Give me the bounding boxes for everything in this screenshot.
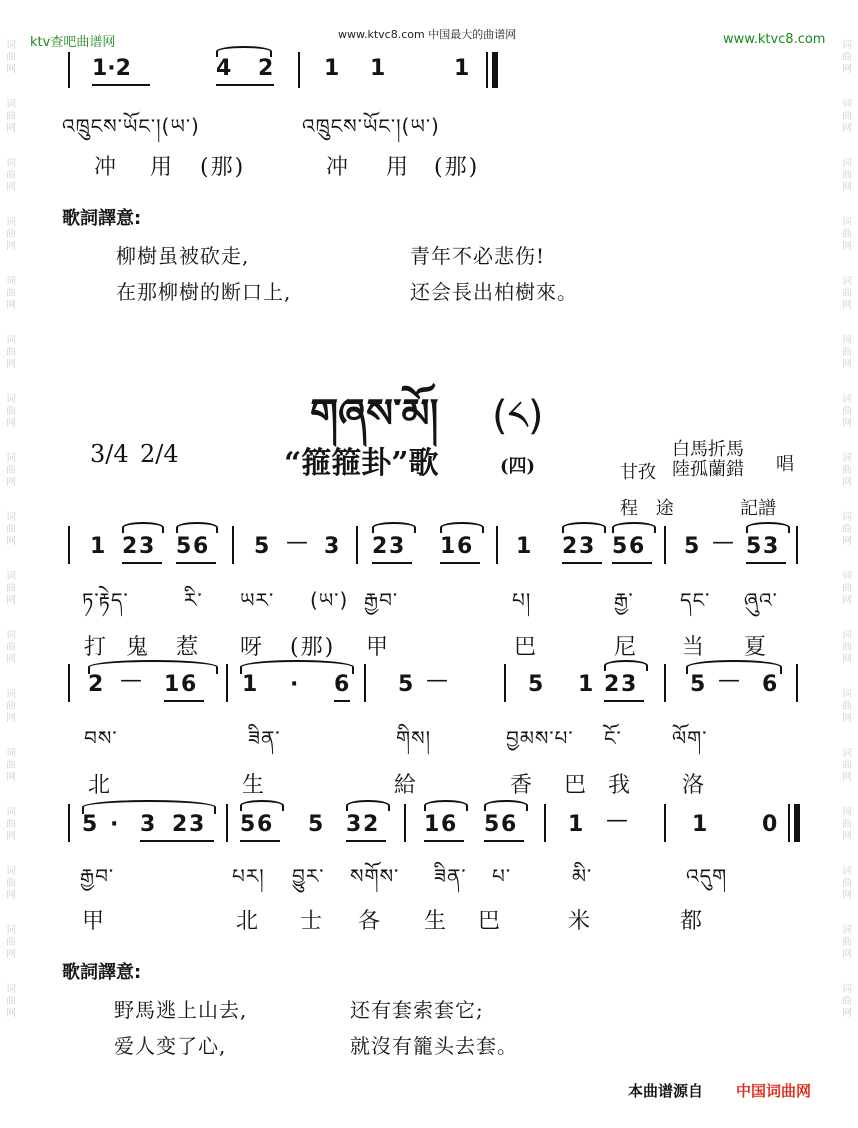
credit-recorder: 程 途 <box>620 498 680 519</box>
lyric-char: 夏 <box>744 635 769 660</box>
time-signature: 2/4 <box>140 440 179 468</box>
watermark-char: 词 <box>842 571 852 582</box>
credit-region: 甘孜 <box>620 462 656 483</box>
slur <box>604 660 648 671</box>
tibetan-lyric: ཏ་རྟེད་ <box>82 588 129 612</box>
watermark-char: 曲 <box>842 465 852 476</box>
watermark-char: 词 <box>6 748 16 759</box>
tibetan-lyric: འདུག <box>686 864 728 888</box>
tibetan-lyric: བྱུར་ <box>292 864 325 888</box>
watermark-char: 曲 <box>6 229 16 240</box>
watermark-char: 曲 <box>6 170 16 181</box>
header-site-tagline[interactable]: www.ktvc8.com 中国最大的曲谱网 <box>338 28 517 41</box>
note: 1 <box>90 534 106 559</box>
final-barline <box>492 52 498 88</box>
note: 3 <box>140 812 156 837</box>
watermark-char: 网 <box>6 949 16 960</box>
watermark-char: 词 <box>842 40 852 51</box>
beam <box>562 562 602 564</box>
watermark-char: 网 <box>842 890 852 901</box>
tibetan-lyric: ལོག་ <box>672 726 708 750</box>
beam <box>216 84 274 86</box>
tibetan-lyric: པར། <box>232 864 265 888</box>
credit-record: 記譜 <box>740 498 776 519</box>
lyric-char: (那) <box>434 155 480 180</box>
watermark-char: 网 <box>842 654 852 665</box>
watermark-char: 曲 <box>6 524 16 535</box>
watermark-char: 词 <box>842 748 852 759</box>
lyric-char: 用 <box>386 155 411 180</box>
tibetan-lyric: པ། <box>512 588 532 612</box>
slur <box>424 800 468 811</box>
watermark-char: 网 <box>842 64 852 75</box>
note-pair: 5 6 <box>240 812 270 837</box>
watermark-char: 词 <box>6 335 16 346</box>
watermark-char: 网 <box>842 359 852 370</box>
lyric-char: 巴 <box>514 635 539 660</box>
watermark-char: 词 <box>6 925 16 936</box>
note-group: 1·2 <box>92 56 131 81</box>
tibetan-lyric: བས་ <box>84 726 118 750</box>
watermark-char: 曲 <box>842 701 852 712</box>
watermark-char: 词 <box>6 40 16 51</box>
lyric-char: 都 <box>680 909 705 934</box>
watermark-char: 网 <box>842 1008 852 1019</box>
tibetan-lyric: སགོས་ <box>350 864 400 888</box>
beam <box>140 840 214 842</box>
slur <box>346 800 390 811</box>
watermark-char: 网 <box>6 1008 16 1019</box>
watermark-char: 词 <box>6 394 16 405</box>
lyric-char: 呀 <box>240 635 265 660</box>
note: 5 <box>398 672 414 697</box>
dash: — <box>606 808 628 833</box>
watermark-char: 网 <box>842 595 852 606</box>
barline <box>232 526 234 564</box>
note-pair: 5 6 <box>176 534 206 559</box>
tibetan-lyric: བྱམས་པ་ <box>506 726 574 750</box>
dash: — <box>286 530 308 555</box>
side-watermark-left <box>3 40 19 1043</box>
barline <box>664 664 666 702</box>
barline <box>356 526 358 564</box>
tibetan-lyric: རྒྱབ་ <box>364 588 399 612</box>
watermark-char: 网 <box>842 300 852 311</box>
lyric-char: 甲 <box>82 909 107 934</box>
tibetan-lyric: ཟིན་ <box>248 726 281 750</box>
beam <box>440 562 480 564</box>
watermark-char: 词 <box>6 571 16 582</box>
tibetan-lyric: འཁྲུངས་ཡོང་།(ཡ་) <box>302 114 440 138</box>
note-pair: 2 3 <box>172 812 202 837</box>
watermark-char: 曲 <box>842 524 852 535</box>
lyric-char: 用 <box>150 155 175 180</box>
beam <box>240 840 280 842</box>
lyric-char: 当 <box>682 635 707 660</box>
note-pair: 2 3 <box>122 534 152 559</box>
translation-line: 就沒有籠头去套。 <box>350 1034 518 1058</box>
note-pair: 1 6 <box>164 672 194 697</box>
watermark-char: 曲 <box>842 406 852 417</box>
tibetan-lyric: ངོ་ <box>604 726 622 750</box>
watermark-char: 曲 <box>842 819 852 830</box>
watermark-char: 词 <box>6 512 16 523</box>
translation-line: 还会長出柏樹來。 <box>410 280 578 304</box>
watermark-char: 词 <box>6 217 16 228</box>
watermark-char: 曲 <box>842 878 852 889</box>
tibetan-lyric: འཁྲུངས་ཡོང་།(ཡ་) <box>62 114 200 138</box>
lyric-char: (那) <box>200 155 246 180</box>
watermark-char: 网 <box>6 418 16 429</box>
watermark-char: 网 <box>6 182 16 193</box>
watermark-char: 曲 <box>6 52 16 63</box>
slur <box>176 522 218 533</box>
beam <box>92 84 150 86</box>
barline <box>68 804 70 842</box>
watermark-char: 网 <box>842 831 852 842</box>
lyric-char: 士 <box>300 909 325 934</box>
watermark-char: 网 <box>842 772 852 783</box>
beam <box>122 562 162 564</box>
note: 5 <box>82 812 98 837</box>
note: 6 <box>334 672 350 697</box>
watermark-char: 词 <box>6 689 16 700</box>
slur <box>122 522 164 533</box>
translation-line: 爱人变了心, <box>114 1034 227 1058</box>
watermark-char: 网 <box>6 359 16 370</box>
dash: — <box>426 668 444 693</box>
song-title: “箍箍卦”歌 <box>284 446 439 481</box>
note-pair: 5 6 <box>612 534 642 559</box>
note: 1 <box>516 534 532 559</box>
watermark-char: 网 <box>842 536 852 547</box>
lyric-char: 北 <box>236 909 261 934</box>
note-pair: 5 6 <box>484 812 514 837</box>
footer-source-label: 本曲谱源自 <box>628 1082 704 1100</box>
watermark-char: 词 <box>6 630 16 641</box>
barline <box>68 52 70 88</box>
watermark-char: 词 <box>6 276 16 287</box>
translation-line: 在那柳樹的断口上, <box>116 280 292 304</box>
dot: · <box>290 672 299 697</box>
barline <box>796 526 798 564</box>
watermark-char: 词 <box>6 453 16 464</box>
translation-line: 野馬逃上山去, <box>114 998 248 1022</box>
watermark-char: 词 <box>842 276 852 287</box>
translation-heading: 歌詞譯意: <box>62 208 142 229</box>
beam <box>164 700 204 702</box>
note-pair: 2 3 <box>604 672 634 697</box>
watermark-char: 曲 <box>6 760 16 771</box>
slur <box>562 522 606 533</box>
watermark-char: 词 <box>842 217 852 228</box>
note: 5 <box>308 812 324 837</box>
note: 1 <box>692 812 708 837</box>
beam <box>372 562 412 564</box>
beam <box>334 700 350 702</box>
watermark-char: 网 <box>842 418 852 429</box>
barline <box>664 804 666 842</box>
beam <box>604 700 644 702</box>
tibetan-lyric: མི་ <box>572 864 593 888</box>
lyric-char: 冲 <box>326 155 351 180</box>
watermark-char: 曲 <box>842 760 852 771</box>
footer-source-link[interactable]: 中国词曲网 <box>736 1082 812 1100</box>
watermark-char: 词 <box>842 925 852 936</box>
watermark-char: 词 <box>842 158 852 169</box>
note: 3 <box>324 534 340 559</box>
watermark-char: 词 <box>842 394 852 405</box>
slur <box>484 800 528 811</box>
watermark-char: 曲 <box>6 701 16 712</box>
barline <box>226 804 228 842</box>
note: 4 <box>216 56 232 81</box>
song-title-number: (四) <box>500 456 536 477</box>
beam <box>746 562 786 564</box>
tibetan-lyric: (ཡ་) <box>310 588 349 612</box>
lyric-char: 鬼 <box>126 635 151 660</box>
barline <box>496 526 498 564</box>
lyric-char: 給 <box>394 773 419 798</box>
watermark-char: 网 <box>6 64 16 75</box>
barline <box>298 52 300 88</box>
note-pair: 2 3 <box>372 534 402 559</box>
barline <box>544 804 546 842</box>
watermark-char: 曲 <box>842 583 852 594</box>
watermark-char: 曲 <box>6 642 16 653</box>
lyric-char: 冲 <box>94 155 119 180</box>
note: 1 <box>242 672 258 697</box>
watermark-char: 曲 <box>842 347 852 358</box>
lyric-char: 生 <box>424 909 449 934</box>
watermark-char: 网 <box>6 123 16 134</box>
tibetan-lyric: རྒྱ་ <box>614 588 634 612</box>
translation-heading: 歌詞譯意: <box>62 962 142 983</box>
watermark-char: 曲 <box>842 229 852 240</box>
watermark-char: 曲 <box>842 288 852 299</box>
barline <box>364 664 366 702</box>
tibetan-lyric: པ་ <box>492 864 512 888</box>
note: 1 <box>578 672 594 697</box>
slur <box>746 522 790 533</box>
lyric-char: 洛 <box>682 773 707 798</box>
watermark-char: 词 <box>6 99 16 110</box>
slur <box>440 522 484 533</box>
tibetan-lyric: ཞུའ་ <box>744 588 778 612</box>
lyric-char: 巴 <box>478 909 503 934</box>
watermark-char: 词 <box>842 99 852 110</box>
slur <box>240 800 284 811</box>
barline <box>504 664 506 702</box>
dash: — <box>718 668 740 693</box>
dash: — <box>712 530 734 555</box>
watermark-char: 曲 <box>6 937 16 948</box>
tibetan-lyric: རྒྱབ་ <box>80 864 115 888</box>
watermark-char: 词 <box>6 984 16 995</box>
note: 5 <box>690 672 706 697</box>
watermark-char: 网 <box>6 536 16 547</box>
tibetan-lyric: ཟིན་ <box>434 864 467 888</box>
barline <box>788 804 790 842</box>
lyric-char: 甲 <box>366 635 391 660</box>
watermark-char: 曲 <box>6 996 16 1007</box>
watermark-char: 词 <box>842 335 852 346</box>
watermark-char: 曲 <box>842 170 852 181</box>
watermark-char: 词 <box>842 866 852 877</box>
watermark-char: 网 <box>842 713 852 724</box>
note: 5 <box>684 534 700 559</box>
note-pair: 1 6 <box>424 812 454 837</box>
header-site-url[interactable]: www.ktvc8.com <box>723 32 826 47</box>
tibetan-lyric: རི་ <box>184 588 203 612</box>
watermark-char: 曲 <box>6 347 16 358</box>
translation-line: 还有套索套它; <box>350 998 484 1022</box>
slur <box>88 660 218 674</box>
watermark-char: 曲 <box>6 583 16 594</box>
tibetan-lyric: དང་ <box>680 588 711 612</box>
note: 2 <box>88 672 104 697</box>
tibetan-lyric: གིས། <box>396 726 432 750</box>
watermark-char: 网 <box>842 241 852 252</box>
lyric-char: 北 <box>88 773 113 798</box>
note: 1 <box>370 56 386 81</box>
watermark-char: 曲 <box>6 878 16 889</box>
watermark-char: 词 <box>842 512 852 523</box>
barline <box>486 52 488 88</box>
lyric-char: 我 <box>608 773 633 798</box>
barline <box>664 526 666 564</box>
lyric-char: 香 <box>510 773 535 798</box>
final-barline <box>794 804 800 842</box>
beam <box>424 840 464 842</box>
tibetan-lyric: ཡར་ <box>240 588 275 612</box>
watermark-char: 曲 <box>842 937 852 948</box>
lyric-char: (那) <box>290 635 336 660</box>
credit-singer: 白馬折馬 <box>672 439 744 460</box>
watermark-char: 词 <box>6 866 16 877</box>
credit-singer: 陸孤蘭錯 <box>672 459 744 480</box>
watermark-char: 网 <box>6 713 16 724</box>
side-watermark-right <box>839 40 855 1043</box>
watermark-char: 词 <box>842 984 852 995</box>
watermark-char: 网 <box>842 477 852 488</box>
barline <box>226 664 228 702</box>
note: 6 <box>762 672 778 697</box>
note: 1 <box>324 56 340 81</box>
lyric-char: 打 <box>84 635 109 660</box>
watermark-char: 网 <box>842 949 852 960</box>
watermark-char: 网 <box>6 772 16 783</box>
beam <box>612 562 652 564</box>
beam <box>484 840 524 842</box>
barline <box>68 664 70 702</box>
song-tibetan-title: གཞས་མོ། <box>310 391 439 437</box>
watermark-char: 曲 <box>6 288 16 299</box>
watermark-char: 词 <box>6 807 16 818</box>
slur <box>372 522 416 533</box>
credit-sing: 唱 <box>776 454 794 475</box>
dot: · <box>110 812 119 837</box>
watermark-char: 曲 <box>842 642 852 653</box>
beam <box>346 840 386 842</box>
barline <box>68 526 70 564</box>
watermark-char: 词 <box>6 158 16 169</box>
watermark-char: 曲 <box>6 111 16 122</box>
lyric-char: 米 <box>568 909 593 934</box>
translation-line: 柳樹虽被砍走, <box>116 244 250 268</box>
watermark-char: 曲 <box>842 52 852 63</box>
watermark-char: 词 <box>842 807 852 818</box>
header-site-name[interactable]: ktv查吧曲谱网 <box>30 35 116 50</box>
watermark-char: 网 <box>842 123 852 134</box>
lyric-char: 各 <box>358 909 383 934</box>
watermark-char: 网 <box>6 241 16 252</box>
watermark-char: 曲 <box>6 465 16 476</box>
dash: — <box>120 668 142 693</box>
note-pair: 5 3 <box>746 534 776 559</box>
watermark-char: 曲 <box>842 111 852 122</box>
lyric-char: 惹 <box>176 635 201 660</box>
watermark-char: 词 <box>842 689 852 700</box>
lyric-char: 尼 <box>614 635 639 660</box>
barline <box>404 804 406 842</box>
note: 5 <box>528 672 544 697</box>
watermark-char: 曲 <box>842 996 852 1007</box>
lyric-char: 巴 <box>564 773 589 798</box>
note-pair: 3 2 <box>346 812 376 837</box>
watermark-char: 网 <box>6 831 16 842</box>
lyric-char: 生 <box>242 773 267 798</box>
note-pair: 1 6 <box>440 534 470 559</box>
time-signature: 3/4 <box>90 440 129 468</box>
watermark-char: 曲 <box>6 819 16 830</box>
watermark-char: 网 <box>6 477 16 488</box>
watermark-char: 网 <box>6 595 16 606</box>
note: 1 <box>454 56 470 81</box>
watermark-char: 网 <box>6 654 16 665</box>
slur <box>612 522 656 533</box>
watermark-char: 网 <box>842 182 852 193</box>
note: 2 <box>258 56 274 81</box>
note: 1 <box>568 812 584 837</box>
beam <box>176 562 216 564</box>
translation-line: 青年不必悲伤! <box>410 244 546 268</box>
barline <box>796 664 798 702</box>
note: 5 <box>254 534 270 559</box>
watermark-char: 词 <box>842 630 852 641</box>
watermark-char: 词 <box>842 453 852 464</box>
note-pair: 2 3 <box>562 534 592 559</box>
song-number: (༨) <box>492 393 544 439</box>
watermark-char: 网 <box>6 890 16 901</box>
watermark-char: 网 <box>6 300 16 311</box>
rest: 0 <box>762 812 778 837</box>
watermark-char: 曲 <box>6 406 16 417</box>
